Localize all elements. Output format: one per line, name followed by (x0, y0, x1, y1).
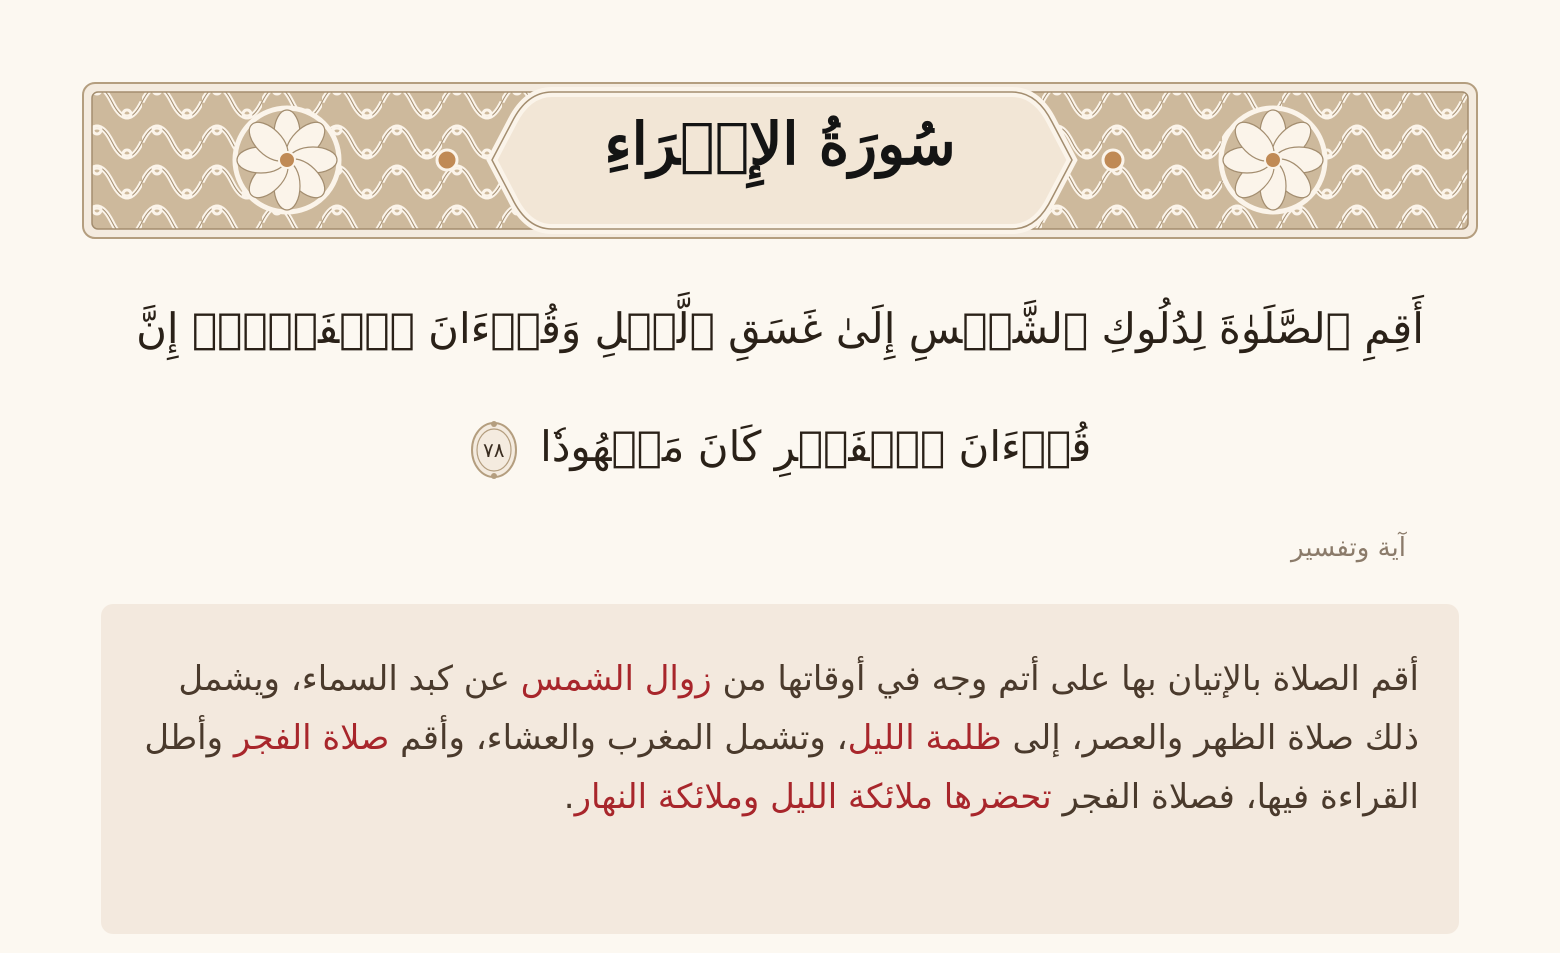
ayah-number: ٧٨ (482, 438, 505, 462)
tafsir-segment: وأطل القراءة فيها، فصلاة الفجر (144, 718, 1419, 817)
tafsir-highlight: تحضرها ملائكة الليل وملائكة النهار (574, 777, 1052, 817)
tafsir-highlight: صلاة الفجر (233, 718, 390, 758)
tafsir-segment: عن كبد السماء، ويشمل ذلك صلاة الظهر والعصر، إلى (178, 659, 1419, 758)
ayah-number-marker (469, 420, 519, 480)
tafsir-segment: أقم الصلاة بالإتيان بها على أتم وجه في أوقاتها من (711, 659, 1419, 699)
tafsir-section-label: آية وتفسير (1291, 533, 1406, 563)
tafsir-segment: . (563, 777, 575, 817)
tafsir-segment: ، وتشمل المغرب والعشاء، وأقم (389, 718, 848, 758)
verse-block (110, 270, 1450, 506)
tafsir-card (101, 604, 1459, 934)
tafsir-highlight: ظلمة الليل (847, 718, 1002, 758)
tafsir-highlight: زوال الشمس (520, 659, 712, 699)
surah-title: سُورَةُ الإِسۡرَاءِ (604, 110, 956, 178)
tafsir-text (131, 650, 1419, 827)
verse-text: أَقِمِ ٱلصَّلَوٰةَ لِدُلُوكِ ٱلشَّمۡسِ إِلَىٰ غَسَقِ ٱلَّيۡلِ وَقُرۡءَانَ ٱلۡفَجۡرِۖ إِنَّ قُرۡءَانَ ٱلۡفَجۡرِ كَانَ مَشۡهُودٗا (136, 304, 1424, 471)
surah-header-banner (82, 82, 1478, 239)
